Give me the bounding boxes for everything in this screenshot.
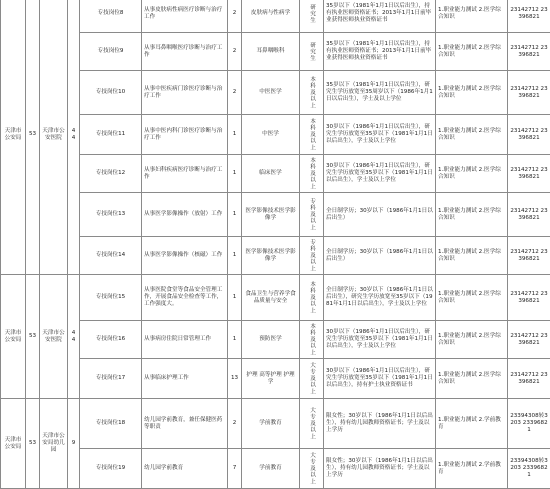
education-cell: 本科及以上 (300, 321, 324, 359)
duty-cell: 幼儿园学前教育 (142, 449, 228, 489)
post-name-cell: 专技岗位14 (80, 237, 142, 275)
requirement-cell: 限女性；30岁以下（1986年1月1日以后出生），持有幼儿园教师资格证书；学士及以上学历 (324, 449, 436, 489)
requirement-cell: 限女性；30岁以下（1986年1月1日以后出生），持有幼儿园教师资格证书；学士及以上学历 (324, 399, 436, 449)
exam-cell: 1.职业能力测试 2.医学综合知识 (436, 275, 508, 321)
post-count-cell: 2 (228, 71, 242, 115)
post-count-cell: 7 (228, 449, 242, 489)
total-count-cell: 9 (68, 399, 80, 489)
duty-cell: 从事病房住院日常管理工作 (142, 321, 228, 359)
post-count-cell: 13 (228, 359, 242, 399)
requirement-cell: 35岁以下（1981年1月1日以后出生），持有执业医师资格证书；2013年1月1日前毕业获得医师执业资格证书 (324, 33, 436, 71)
phone-cell: 23142712 23396821 (508, 33, 550, 71)
phone-cell: 23394308转3203 23396821 (508, 399, 550, 449)
requirement-cell: 30岁以下（1986年1月1日以后出生），研究生学历放宽至35岁以下（1981年1月1日以后出生），学士及以上学位 (324, 321, 436, 359)
education-cell: 本科及以上 (300, 71, 324, 115)
post-name-cell: 专技岗位12 (80, 155, 142, 193)
exam-cell: 1.职业能力测试 2.学前教育 (436, 449, 508, 489)
phone-cell: 23142712 23396821 (508, 155, 550, 193)
duty-cell: 从事耳鼻咽喉医疗诊断与治疗工作 (142, 33, 228, 71)
phone-cell: 23142712 23396821 (508, 321, 550, 359)
table-row (1, 399, 550, 449)
education-cell: 专科及以上 (300, 193, 324, 237)
post-count-cell: 2 (228, 399, 242, 449)
requirement-cell: 全日制学历；30岁以下（1986年1月1日以后出生） (324, 237, 436, 275)
major-cell: 学前教育 (242, 449, 300, 489)
duty-cell: 从事中医疾病门诊医疗诊断与治疗工作 (142, 71, 228, 115)
requirement-cell: 35岁以下（1981年1月1日以后出生），持有执业医师资格证书；2013年1月1日前毕业获得医师执业资格证书 (324, 0, 436, 33)
post-name-cell: 专技岗位15 (80, 275, 142, 321)
exam-cell: 1.职业能力测试 2.医学综合知识 (436, 0, 508, 33)
exam-cell: 1.职业能力测试 2.医学综合知识 (436, 237, 508, 275)
major-cell: 医学影像技术医学影像学 (242, 193, 300, 237)
phone-cell: 23142712 23396821 (508, 71, 550, 115)
post-count-cell: 2 (228, 0, 242, 33)
post-count-cell: 2 (228, 33, 242, 71)
exam-cell: 1.职业能力测试 2.医学综合知识 (436, 155, 508, 193)
requirement-cell: 30岁以下（1986年1月1日以后出生），研究生学历放宽至35岁以下（1981年1月1日以后出生），持有护士执业资格证书 (324, 359, 436, 399)
education-cell: 研究生 (300, 33, 324, 71)
phone-cell: 23142712 23396821 (508, 237, 550, 275)
phone-cell: 23142712 23396821 (508, 275, 550, 321)
post-name-cell: 专技岗位17 (80, 359, 142, 399)
post-count-cell: 1 (228, 237, 242, 275)
table-row (1, 237, 550, 275)
duty-cell: 从事临床护理工作 (142, 359, 228, 399)
education-cell: 大专及以上 (300, 449, 324, 489)
major-cell: 皮肤病与性病学 (242, 0, 300, 33)
education-cell: 大专及以上 (300, 359, 324, 399)
requirement-cell: 30岁以下（1986年1月1日以后出生），研究生学历放宽至35岁以下（1981年1月1日以后出生），学士及以上学位 (324, 115, 436, 155)
post-name-cell: 专技岗位11 (80, 115, 142, 155)
phone-cell: 23142712 23396821 (508, 115, 550, 155)
education-cell: 大专及以上 (300, 399, 324, 449)
requirement-cell: 全日制学历；30岁以下（1986年1月1日以后出生） (324, 193, 436, 237)
major-cell: 食品卫生与营养学食品质量与安全 (242, 275, 300, 321)
table-row (1, 0, 550, 33)
post-count-cell: 1 (228, 275, 242, 321)
unit-code-cell: 53 (26, 399, 40, 489)
table-row (1, 359, 550, 399)
table-row (1, 115, 550, 155)
major-cell: 中医学 (242, 115, 300, 155)
phone-cell: 23142712 23396821 (508, 359, 550, 399)
major-cell: 预防医学 (242, 321, 300, 359)
table-row (1, 275, 550, 321)
major-cell: 护理 高等护理 护理学 (242, 359, 300, 399)
exam-cell: 1.职业能力测试 2.医学综合知识 (436, 115, 508, 155)
exam-cell: 1.职业能力测试 2.医学综合知识 (436, 193, 508, 237)
duty-cell: 从事医学影像操作（核磁）工作 (142, 237, 228, 275)
education-cell: 研究生 (300, 0, 324, 33)
duty-cell: 从事皮肤病性病医疗诊断与治疗工作 (142, 0, 228, 33)
requirement-cell: 35岁以下（1981年1月1日以后出生），研究生学历放宽至35周岁以下（1986年1月1日以后出生），学士及以上学位 (324, 71, 436, 115)
unit-cell: 天津市公安局 (1, 275, 26, 399)
education-cell: 专科及以上 (300, 237, 324, 275)
department-cell: 天津市公安医院 (40, 0, 68, 275)
duty-cell: 从事中医内科门诊医疗诊断与治疗工作 (142, 115, 228, 155)
unit-cell: 天津市公安局 (1, 0, 26, 275)
total-count-cell: 44 (68, 275, 80, 399)
post-name-cell: 专技岗位10 (80, 71, 142, 115)
major-cell: 耳鼻咽喉科 (242, 33, 300, 71)
post-name-cell: 专技岗位13 (80, 193, 142, 237)
table-row (1, 321, 550, 359)
post-name-cell: 专技岗位18 (80, 399, 142, 449)
phone-cell: 23142712 23396821 (508, 193, 550, 237)
exam-cell: 1.职业能力测试 2.学前教育 (436, 399, 508, 449)
unit-cell: 天津市公安局 (1, 399, 26, 489)
total-count-cell: 44 (68, 0, 80, 275)
department-cell: 天津市公安医院 (40, 275, 68, 399)
post-count-cell: 1 (228, 115, 242, 155)
duty-cell: 幼儿园学前教育，兼任保健医药等职责 (142, 399, 228, 449)
table-row (1, 193, 550, 237)
requirement-cell: 全日制学历；30岁以下（1986年1月1日以后出生），研究生学历放宽至35岁以下（1981年1月1日以后出生），学士及以上学位 (324, 275, 436, 321)
department-cell: 天津市公安局幼儿园 (40, 399, 68, 489)
table-row (1, 71, 550, 115)
post-name-cell: 专技岗位8 (80, 0, 142, 33)
post-count-cell: 1 (228, 321, 242, 359)
table-row (1, 33, 550, 71)
phone-cell: 23142712 23396821 (508, 0, 550, 33)
table-row (1, 449, 550, 489)
duty-cell: 从事妇科疾病医疗诊断与治疗工作 (142, 155, 228, 193)
unit-code-cell: 53 (26, 275, 40, 399)
exam-cell: 1.职业能力测试 2.医学综合知识 (436, 71, 508, 115)
post-name-cell: 专技岗位9 (80, 33, 142, 71)
post-name-cell: 专技岗位16 (80, 321, 142, 359)
major-cell: 医学影像技术医学影像学 (242, 237, 300, 275)
education-cell: 本科及以上 (300, 275, 324, 321)
exam-cell: 1.职业能力测试 2.医学综合知识 (436, 321, 508, 359)
requirement-cell: 30岁以下（1986年1月1日以后出生），研究生学历放宽至35岁以下（1981年1月1日以后出生），学士及以上学位 (324, 155, 436, 193)
post-count-cell: 1 (228, 193, 242, 237)
phone-cell: 23394308转3203 23396821 (508, 449, 550, 489)
post-count-cell: 1 (228, 155, 242, 193)
duty-cell: 从事医院食堂等食品安全管理工作，开展食品安全检查等工作，工作强度大。 (142, 275, 228, 321)
exam-cell: 1.职业能力测试 2.医学综合知识 (436, 359, 508, 399)
post-name-cell: 专技岗位19 (80, 449, 142, 489)
unit-code-cell: 53 (26, 0, 40, 275)
major-cell: 学前教育 (242, 399, 300, 449)
table-row (1, 155, 550, 193)
exam-cell: 1.职业能力测试 2.医学综合知识 (436, 33, 508, 71)
major-cell: 中医医学 (242, 71, 300, 115)
duty-cell: 从事医学影像操作（放射）工作 (142, 193, 228, 237)
education-cell: 本科及以上 (300, 155, 324, 193)
major-cell: 临床医学 (242, 155, 300, 193)
education-cell: 本科及以上 (300, 115, 324, 155)
